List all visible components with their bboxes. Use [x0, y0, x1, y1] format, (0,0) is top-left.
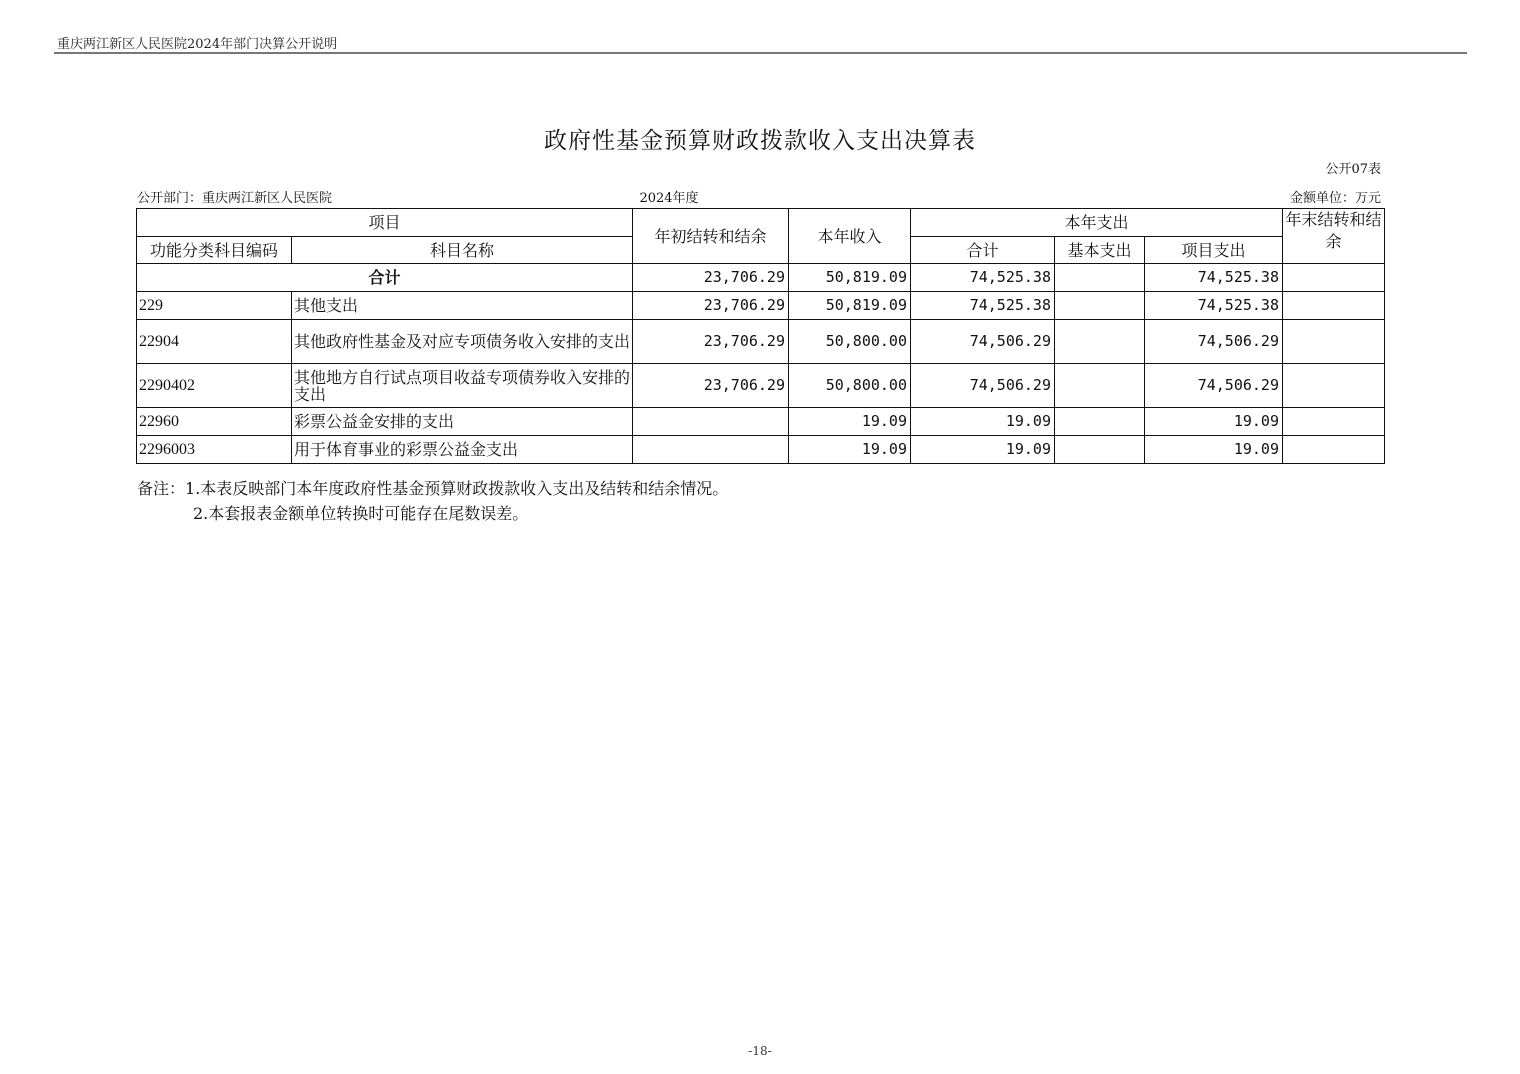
total-row — [137, 264, 1385, 292]
running-header: 重庆两江新区人民医院2024年部门决算公开说明 — [57, 37, 338, 52]
cell-closing — [1283, 264, 1385, 292]
cell-exp-total: 19.09 — [911, 436, 1055, 464]
cell-exp-basic — [1055, 320, 1145, 364]
page-number: -18- — [748, 1044, 772, 1058]
header-expenditure: 本年支出 — [911, 209, 1283, 237]
cell-opening — [633, 436, 789, 464]
cell-name: 其他支出 — [292, 292, 633, 320]
cell-closing — [1283, 436, 1385, 464]
header-name: 科目名称 — [292, 237, 633, 264]
header-exp-total: 合计 — [911, 237, 1055, 264]
header-row-1 — [137, 209, 1385, 237]
cell-exp-project: 19.09 — [1145, 436, 1283, 464]
note-line-1: 备注：1.本表反映部门本年度政府性基金预算财政拨款收入支出及结转和结余情况。 — [137, 479, 729, 498]
cell-exp-project: 74,506.29 — [1145, 364, 1283, 408]
cell-exp-project: 74,525.38 — [1145, 292, 1283, 320]
cell-income: 50,819.09 — [789, 264, 911, 292]
cell-name: 彩票公益金安排的支出 — [292, 408, 633, 436]
cell-opening: 23,706.29 — [633, 264, 789, 292]
fiscal-year: 2024年度 — [639, 191, 699, 206]
cell-opening — [633, 408, 789, 436]
cell-name: 用于体育事业的彩票公益金支出 — [292, 436, 633, 464]
notes — [137, 476, 728, 526]
cell-exp-basic — [1055, 264, 1145, 292]
cell-exp-total: 19.09 — [911, 408, 1055, 436]
table-row — [137, 292, 1385, 320]
note-line-2: 2.本套报表金额单位转换时可能存在尾数误差。 — [193, 504, 529, 523]
cell-exp-basic — [1055, 436, 1145, 464]
cell-exp-total: 74,525.38 — [911, 292, 1055, 320]
header-rule — [54, 52, 1467, 54]
cell-exp-project: 19.09 — [1145, 408, 1283, 436]
cell-code: 2296003 — [137, 436, 292, 464]
header-exp-basic: 基本支出 — [1055, 237, 1145, 264]
cell-exp-project: 74,525.38 — [1145, 264, 1283, 292]
total-label: 合计 — [137, 264, 633, 292]
cell-exp-total: 74,506.29 — [911, 364, 1055, 408]
cell-income: 50,800.00 — [789, 320, 911, 364]
cell-code: 22960 — [137, 408, 292, 436]
form-code: 公开07表 — [1325, 162, 1381, 177]
cell-code: 2290402 — [137, 364, 292, 408]
cell-exp-basic — [1055, 408, 1145, 436]
cell-exp-basic — [1055, 292, 1145, 320]
document-title: 政府性基金预算财政拨款收入支出决算表 — [544, 128, 976, 154]
cell-exp-basic — [1055, 364, 1145, 408]
amount-unit: 金额单位：万元 — [1289, 191, 1381, 206]
cell-exp-total: 74,525.38 — [911, 264, 1055, 292]
cell-closing — [1283, 320, 1385, 364]
cell-code: 229 — [137, 292, 292, 320]
table-row — [137, 320, 1385, 364]
cell-closing — [1283, 408, 1385, 436]
cell-income: 50,800.00 — [789, 364, 911, 408]
table-row — [137, 436, 1385, 464]
header-closing-balance: 年末结转和结余 — [1283, 209, 1385, 264]
budget-table — [136, 208, 1385, 464]
cell-income: 19.09 — [789, 436, 911, 464]
department-label: 公开部门：重庆两江新区人民医院 — [137, 191, 333, 206]
cell-income: 19.09 — [789, 408, 911, 436]
header-opening-balance: 年初结转和结余 — [633, 209, 789, 264]
cell-income: 50,819.09 — [789, 292, 911, 320]
cell-opening: 23,706.29 — [633, 292, 789, 320]
cell-opening: 23,706.29 — [633, 364, 789, 408]
meta-row — [137, 187, 1381, 205]
header-income: 本年收入 — [789, 209, 911, 264]
cell-name: 其他政府性基金及对应专项债务收入安排的支出 — [292, 320, 633, 364]
header-exp-project: 项目支出 — [1145, 237, 1283, 264]
table-row — [137, 364, 1385, 408]
header-item: 项目 — [137, 209, 633, 237]
cell-closing — [1283, 364, 1385, 408]
header-code: 功能分类科目编码 — [137, 237, 292, 264]
cell-opening: 23,706.29 — [633, 320, 789, 364]
cell-name: 其他地方自行试点项目收益专项债券收入安排的支出 — [292, 364, 633, 408]
cell-exp-project: 74,506.29 — [1145, 320, 1283, 364]
cell-exp-total: 74,506.29 — [911, 320, 1055, 364]
cell-code: 22904 — [137, 320, 292, 364]
cell-closing — [1283, 292, 1385, 320]
table-row — [137, 408, 1385, 436]
